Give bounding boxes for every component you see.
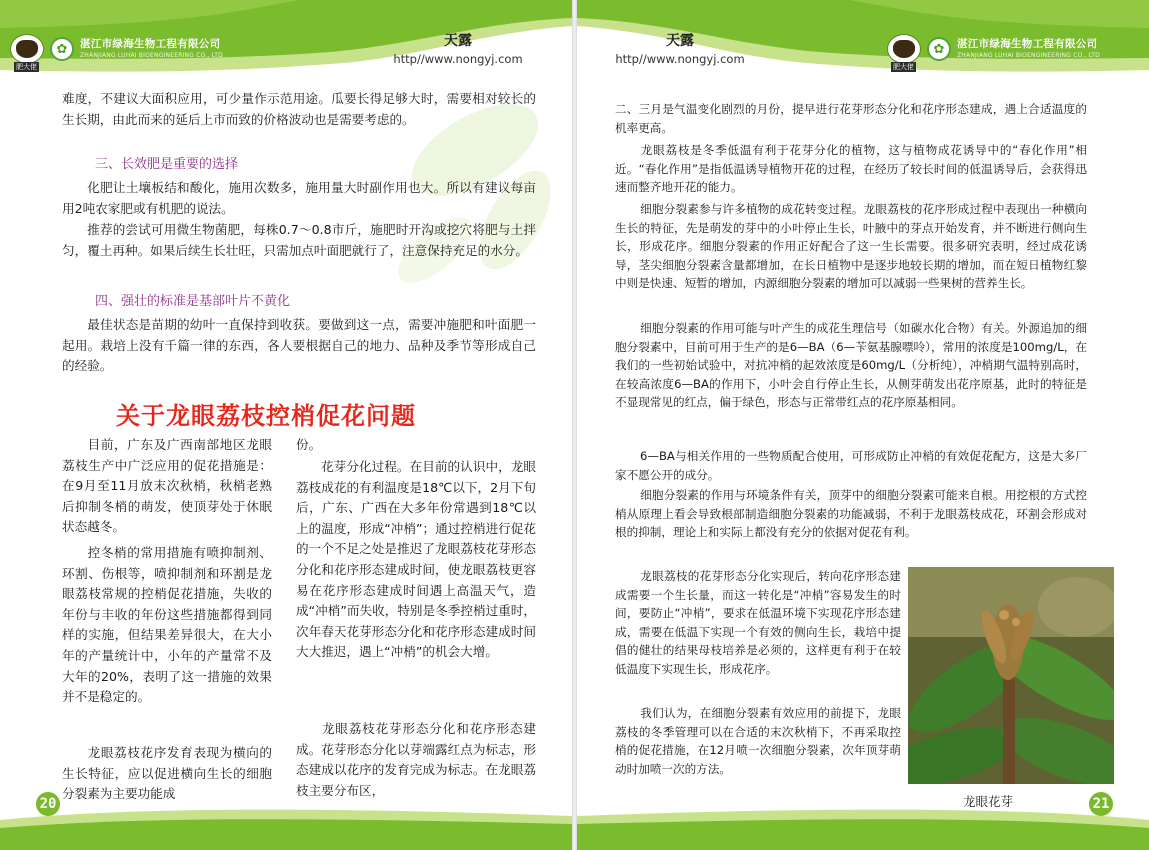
left-logo-block bbox=[10, 34, 223, 71]
company-name-en: ZHANJIANG LUHAI BIOENGINEERING CO., LTD bbox=[957, 51, 1100, 59]
right-paragraph-3: 细胞分裂素参与许多植物的成花转变过程。龙眼荔枝的花序形成过程中表现出一种横向生长的特征，先是萌发的芽中的小叶停止生长，叶腋中的芽点开始发育，并不断进行侧向生长，形成花序。细胞分裂素的作用正好配合了这一生长需要。很多研究表明，经过成花诱导，茎尖细胞分裂素含量都增加，在长日植物中是逐步地较长期的增加，而在短日植物红黎中则是快速、短暂的增加，内源细胞分裂素的增加可以减弱一些果树的营养生长。 bbox=[615, 202, 1087, 291]
right-paragraph-8: 我们认为，在细胞分裂素有效应用的前提下，龙眼荔枝的冬季管理可以在合适的末次秋梢下，不再采取控梢的促花措施，在12月喷一次细胞分裂素，次年顶芽萌动时加喷一次的方法。 bbox=[615, 706, 901, 776]
right-paragraph-4: 细胞分裂素的作用可能与叶产生的成花生理信号（如碳水化合物）有关。外源追加的细胞分裂素中，目前可用于生产的是6—BA（6—苄氨基腺嘌呤），常用的浓度是100mg/L，在我们的一些初始试验中，对抗冲梢的起效浓度是60mg/L（分析纯），冲梢期气温特别高时，在较高浓度6—BA的作用下，小叶会自行停止生长，从侧芽萌发出花序原基，此时的特征是不显现常见的红点，偏于绿色，形态与正常带红点的花序原基相同。 bbox=[615, 321, 1087, 410]
col2-paragraph-1: 花芽分化过程。在目前的认识中，龙眼荔枝成花的有利温度是18℃以下，2月下旬后，广东、广西在大多年份常遇到18℃以上的温度，形成“冲梢”；通过控梢进行促花的一个不足之处是推迟了龙眼荔枝花芽形态分化和花序形态建成时间，使龙眼荔枝更容易在花序形态建成时间遇上高温天气，造成“冲梢”而失收，特别是冬季控梢过重时，次年春天花芽形态分化和花序形态建成时间大大推迟，遇上“冲梢”的机会大增。 bbox=[296, 459, 536, 660]
company-leaf-logo-icon: ✿ bbox=[50, 37, 74, 61]
right-paragraph-7: 龙眼荔枝的花芽形态分化实现后，转向花序形态建成需要一个生长量，而这一转化是“冲梢”容易发生的时间，要防止“冲梢”，要求在低温环境下实现花序形态建成，需要在低温下实现一个有效的侧向生长，栽培中提倡的健壮的结果母枝培养是必须的，这样更有利于在较低温度下实现生长，形成花序。 bbox=[615, 569, 901, 676]
right-footer-band bbox=[577, 798, 1149, 850]
brand-title: 天露 bbox=[666, 33, 694, 49]
section4-heading: 四、强壮的标准是基部叶片不黄化 bbox=[95, 294, 291, 309]
right-paragraph-5: 6—BA与相关作用的一些物质配合使用，可形成防止冲梢的有效促花配方，这是大多厂家不愿公开的成分。 bbox=[615, 449, 1087, 482]
right-brand bbox=[605, 34, 755, 66]
company-leaf-logo-icon: ✿ bbox=[927, 37, 951, 61]
right-page bbox=[577, 0, 1149, 850]
left-brand bbox=[383, 34, 533, 66]
section3-paragraph-1: 化肥让土壤板结和酸化，施用次数多，施用量大时副作用也大。所以有建议每亩用2吨农家肥或有机肥的说法。 bbox=[62, 180, 536, 216]
right-paragraph-2: 龙眼荔枝是冬季低温有利于花芽分化的植物，这与植物成花诱导中的“春化作用”相近。“春化作用”是指低温诱导植物开花的过程，在经历了较长时间的低温诱导后，会获得迅速而整齐地开花的能力。 bbox=[615, 143, 1087, 195]
col1-paragraph-1: 目前，广东及广西南部地区龙眼荔枝生产中广泛应用的促花措施是：在9月至11月放末次秋梢，秋梢老熟后抑制冬梢的萌发，使顶芽处于休眠状态越冬。 bbox=[62, 437, 272, 535]
company-name: 湛江市绿海生物工程有限公司 bbox=[957, 38, 1098, 51]
photo-caption: 龙眼花芽 bbox=[963, 794, 1014, 809]
page-number-right: 21 bbox=[1089, 792, 1113, 816]
article-title: 关于龙眼荔枝控梢促花问题 bbox=[116, 401, 416, 430]
right-logo-block bbox=[887, 34, 1100, 71]
right-paragraph-1: 二、三月是气温变化剧烈的月份，提早进行花芽形态分化和花序形态建成，遇上合适温度的机率更高。 bbox=[615, 102, 1087, 135]
section3-heading: 三、长效肥是重要的选择 bbox=[95, 157, 239, 172]
intro-paragraph: 难度，不建议大面积应用，可少量作示范用途。瓜要长得足够大时，需要相对较长的生长期，由此而来的延后上市而致的价格波动也是需要考虑的。 bbox=[62, 91, 536, 127]
mascot-logo-icon: 肥大佬 bbox=[10, 34, 44, 64]
section3-paragraph-2: 推荐的尝试可用微生物菌肥，每株0.7～0.8市斤，施肥时开沟或挖穴将肥与土拌匀，覆土再种。如果后续生长壮旺，只需加点叶面肥就行了，注意保持充足的水分。 bbox=[62, 222, 536, 258]
company-name: 湛江市绿海生物工程有限公司 bbox=[80, 38, 221, 51]
brand-url: http//www.nongyj.com bbox=[615, 52, 745, 66]
left-page bbox=[0, 0, 572, 850]
company-name-en: ZHANJIANG LUHAI BIOENGINEERING CO., LTD bbox=[80, 51, 223, 59]
col2-paragraph-0: 份。 bbox=[296, 437, 322, 452]
col1-paragraph-3: 龙眼荔枝花序发育表现为横向的生长特征，应以促进横向生长的细胞分裂素为主要功能成 bbox=[62, 745, 272, 802]
longan-flower-bud-photo bbox=[908, 567, 1114, 784]
right-paragraph-6: 细胞分裂素的作用与环境条件有关，顶芽中的细胞分裂素可能来自根。用挖根的方式控梢从原理上看会导致根部制造细胞分裂素的功能减弱，不利于龙眼荔枝成花，环割会形成对根的抑制，理论上和实际上都没有充分的依据对促花有利。 bbox=[615, 488, 1087, 540]
mascot-logo-icon: 肥大佬 bbox=[887, 34, 921, 64]
col1-paragraph-2: 控冬梢的常用措施有喷抑制剂、环割、伤根等，喷抑制剂和环割是龙眼荔枝常规的控梢促花措施，失收的年份与丰收的年份这些措施都得到同样的实施，但结果差异很大，在大小年的产量统计中，小年的产量常不及大年的20%，表明了这一措施的效果并不是稳定的。 bbox=[62, 545, 272, 705]
brand-title: 天露 bbox=[444, 33, 472, 49]
brand-url: http//www.nongyj.com bbox=[393, 52, 523, 66]
left-footer-band bbox=[0, 798, 572, 850]
page-number-left: 20 bbox=[36, 792, 60, 816]
section4-paragraph-1: 最佳状态是苗期的幼叶一直保持到收获。要做到这一点，需要冲施肥和叶面肥一起用。栽培上没有千篇一律的东西，各人要根据自己的地力、品种及季节等形成自己的经验。 bbox=[62, 317, 536, 374]
col2-paragraph-2: 龙眼荔枝花芽形态分化和花序形态建成。花芽形态分化以芽端露红点为标志，形态建成以花序的发育完成为标志。在龙眼荔枝主要分布区， bbox=[296, 721, 536, 798]
